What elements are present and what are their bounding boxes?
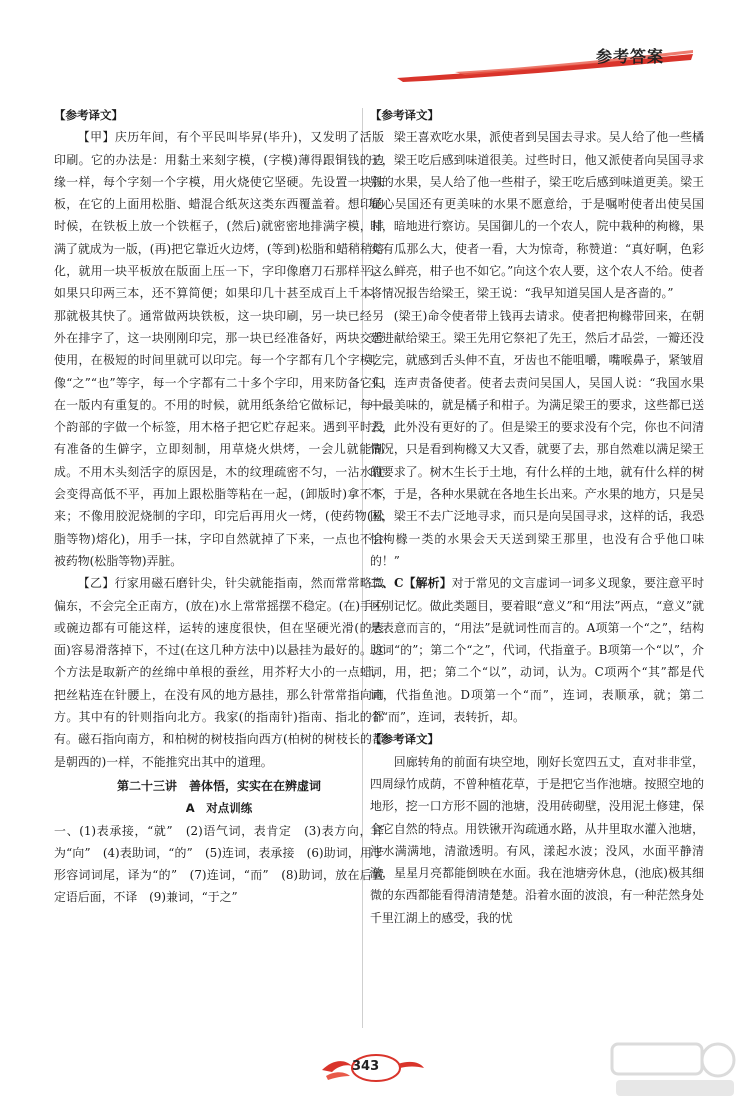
lecture-title: 第二十三讲 善体悟，实实在在辨虚词 bbox=[116, 778, 321, 793]
section-label: 【参考译文】 bbox=[370, 732, 439, 747]
answer-one: 一、(1)表承接，“就” (2)语气词，表肯定 (3)表方向，译为“向” (4)表助词，“的” (5)连词，表承接 (6)助词，用于形容词词尾，译为“的” (7)连词，“而” (8)助词，放在后置定语后面，不译 (9)兼词，“于之” bbox=[54, 823, 384, 905]
watermark-logo bbox=[610, 1040, 740, 1100]
translation-paragraph: (梁王)命令使者带上钱再去请求。使者把枸橼带回来，在朝廷进献给梁王。梁王先用它祭祀了先王，然后才品尝，一瓣还没吃完，就感到舌头伸不直，牙齿也不能咀嚼，嘴喉鼻子，紧皱眉头，连声责备使者。使者去责问吴国人，吴国人说：“我国水果中最美味的，就是橘子和柑子。为满足梁王的要求，这些都已送去，此外没有更好的了。但是梁王的要求没有个完，你也不问清情况，只是看到枸橼又大又香，就要了去，那自然难以满足梁王的要求了。树木生长于土地，有什么样的土地，就有什么样的树木，于是，各种水果就在各地生长出来。产水果的地方，只是吴国，梁王不去广泛地寻求，而只是向吴国寻求，这样的话，我恐怕枸橼一类的水果会天天送到梁王那里，也没有合乎他口味的！” bbox=[370, 308, 704, 568]
section-label: 【参考译文】 bbox=[370, 108, 439, 122]
translation-paragraph-jia: 【甲】庆历年间，有个平民叫毕昇(毕升)，又发明了活版印刷。它的办法是：用黏土来刻字模，(字模)薄得跟铜钱的边缘一样，每个字刻一个字模，用火烧使它坚硬。先设置一块铁板，在它的上面用松脂、蜡混合纸灰这类东西覆盖着。想印的时候，在铁板上放一个铁框子，(然后)就密密地排满字模，排满了就成为一版，(再)把它靠近火边烤，(等到)松脂和蜡稍稍熔化，就用一块平板放在版面上压一下，字印像磨刀石那样平。如果只印两三本，还不算简便；如果印几十甚至成百上千本，那就极其快了。通常做两块铁板，这一块印刷，另一块已经另外在排字了，这一块刚刚印完，那一块已经准备好，两块交替使用，在极短的时间里就可以印完。每一个字都有几个字模，像“之”“也”等字，每一个字都有二十多个字印，用来防备它们在一版内有重复的。不用的时候，就用纸条给它做标记，每一个韵部的字做一个标签，用木格子把它贮存起来。遇到平时没有准备的生僻字，立即刻制，用草烧火烘烤，一会儿就能制成。不用木头刻活字的原因是，木的纹理疏密不匀，一沾水就会变得高低不平，再加上跟松脂等粘在一起，(卸版时)拿不下来；不像用胶泥烧制的字印，印完后再用火一烤，(使药物(松脂等物)熔化)，用手一抹，字印自然就掉了下来，一点也不会被药物(松脂等物)弄脏。 bbox=[54, 130, 384, 568]
translation-paragraph-yi: 【乙】行家用磁石磨针尖，针尖就能指南，然而常常略微偏东，不会完全正南方，(放在)水上常常摇摆不稳定。(在)手中或碗边都有可能这样，运转的速度很快，但在坚硬光滑(的表面)容易滑落掉下，不过(在这几种方法中)以悬挂为最好的。这个方法是取新产的丝绵中单根的蚕丝，用芥籽大小的一点蜡，把丝粘连在针腰上，在没有风的地方悬挂，那么针常常指向南方。其中有的针则指向北方。我家(的指南针)指南、指北的都有。磁石指向南方，和柏树的树枝指向西方(柏树的树枝长的都是朝西的)一样，不能推究出其中的道理。 bbox=[54, 576, 384, 769]
section-label: 【参考译文】 bbox=[54, 108, 123, 122]
header-title: 参考答案 bbox=[595, 47, 664, 66]
right-column bbox=[370, 104, 704, 929]
answer-two-lead: 二、C【解析】 bbox=[370, 576, 452, 591]
translation-paragraph: 回廊转角的前面有块空地，刚好长宽四五丈，直对非非堂，四周绿竹成荫，不曾种植花草，于是把它当作池塘。按照空地的地形，挖一口方形不圆的池塘，没用砖砌壁，没用泥土修建，保全它自然的特点。用铁锹开沟疏通水路，从井里取水灌入池塘，池水满满地，清澈透明。有风，漾起水波；没风，水面平静清澈，星星月亮都能倒映在水面。我在池塘旁休息，(池底)极其细微的东西都能看得清清楚楚。沿着水面的波浪，有一种茫然身处千里江湖上的感受，我的忧 bbox=[370, 754, 704, 925]
answer-two bbox=[370, 572, 704, 728]
page-number: 343 bbox=[352, 1059, 380, 1074]
answer-two-text: 对于常见的文言虚词一词多义现象，要注意平时区别记忆。做此类题目，要着眼“意义”和“用法”两点，“意义”就是表意而言的，“用法”是就词性而言的。A项第一个“之”，结构助词“的”；第二个“之”，代词，代指童子。B项第一个“以”，介词，用，把；第二个“以”，动词，认为。C项两个“其”都是代词，代指鱼池。D项第一个“而”，连词，表顺承，就；第二个“而”，连词，表转折，却。 bbox=[370, 576, 704, 725]
practice-subtitle: A 对点训练 bbox=[185, 801, 253, 816]
left-column bbox=[54, 104, 384, 909]
translation-paragraph: 梁王喜欢吃水果，派使者到吴国去寻求。吴人给了他一些橘子，梁王吃后感到味道很美。过些时日，他又派使者向吴国寻求别的水果，吴人给了他一些柑子，梁王吃后感到味道更美。梁王疑心吴国还有更美味的水果不愿意给，于是嘱咐使者出使吴国时，暗地进行察访。吴国御儿的一个农人，院中栽种的枸橼，果实有瓜那么大，使者一看，大为惊奇，称赞道：“真好啊，色彩这么鲜亮，柑子也不如它。”向这个农人要，这个农人不给。使者将情况报告给梁王，梁王说：“我早知道吴国人是吝啬的。” bbox=[370, 130, 704, 301]
